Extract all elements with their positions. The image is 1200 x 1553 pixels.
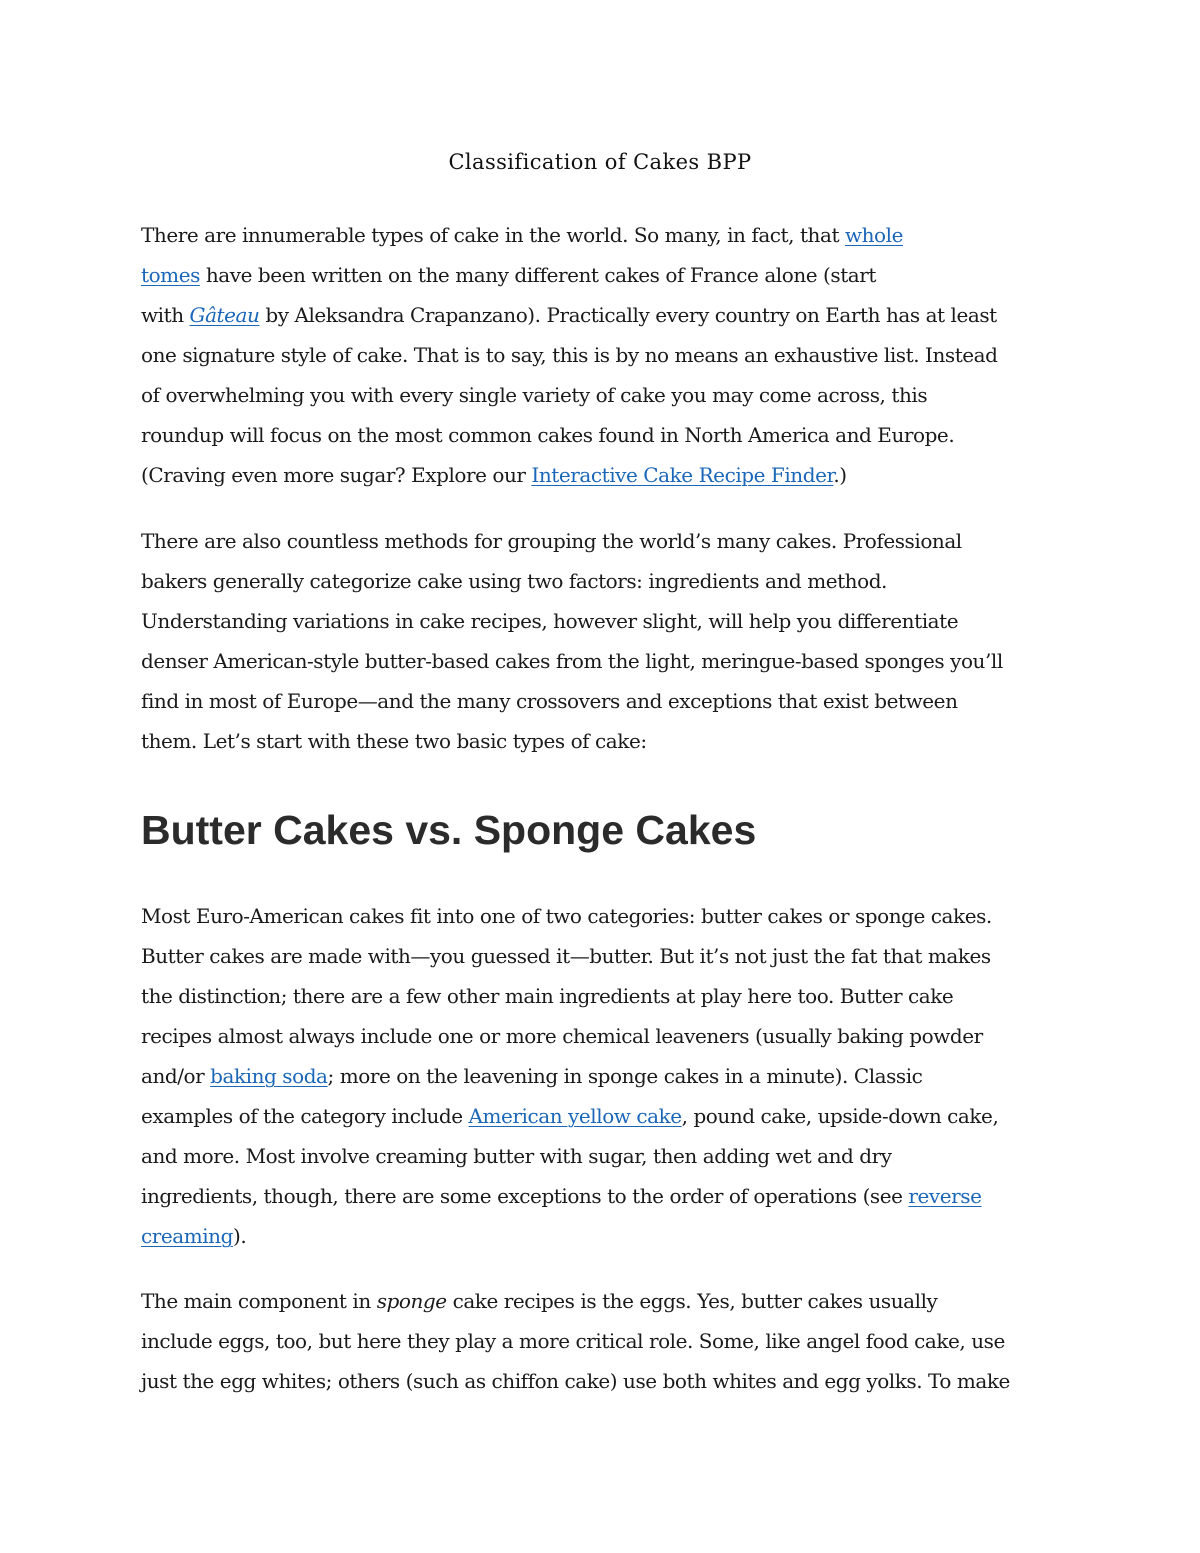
text-run: , pound cake, upside-down cake, (681, 1104, 999, 1128)
text-line (141, 455, 1061, 495)
text-line (141, 1096, 1061, 1136)
link-whole-tomes[interactable]: whole (844, 223, 903, 247)
text-line: Understanding variations in cake recipes, however slight, will help you differentiate (141, 609, 959, 633)
text-line: include eggs, too, but here they play a more critical role. Some, like angel food cake, use (141, 1329, 1005, 1353)
text-line: just the egg whites; others (such as chiffon cake) use both whites and egg yolks. To make (141, 1369, 1010, 1393)
text-run: examples of the category include (141, 1104, 469, 1128)
text-line: one signature style of cake. That is to say, this is by no means an exhaustive list. Instead (141, 343, 998, 367)
text-run: by Aleksandra Crapanzano). Practically every country on Earth has at least (259, 303, 997, 327)
paragraph-sponge-cakes (141, 1281, 1061, 1401)
text-line (141, 295, 1061, 335)
text-run: .) (833, 463, 847, 487)
text-line: the distinction; there are a few other main ingredients at play here too. Butter cake (141, 984, 954, 1008)
text-line (141, 1216, 1061, 1256)
link-gateau[interactable]: Gâteau (189, 303, 260, 327)
text-line: recipes almost always include one or more chemical leaveners (usually baking powder (141, 1024, 983, 1048)
text-line (141, 215, 1061, 255)
emphasis-sponge: sponge (376, 1289, 447, 1313)
text-line: of overwhelming you with every single variety of cake you may come across, this (141, 383, 928, 407)
section-heading: Butter Cakes vs. Sponge Cakes (141, 807, 757, 853)
link-whole-tomes-cont[interactable]: tomes (141, 263, 200, 287)
link-reverse-creaming[interactable]: reverse (908, 1184, 982, 1208)
paragraph-grouping (141, 521, 1061, 761)
text-line (141, 1281, 1061, 1321)
text-line (141, 1056, 1061, 1096)
text-run: with (141, 303, 190, 327)
text-run: (Craving even more sugar? Explore our (141, 463, 532, 487)
text-line (141, 1176, 1061, 1216)
link-reverse-creaming-cont[interactable]: creaming (141, 1224, 233, 1248)
text-line: them. Let’s start with these two basic types of cake: (141, 729, 647, 753)
text-line: and more. Most involve creaming butter with sugar, then adding wet and dry (141, 1144, 892, 1168)
text-line: denser American-style butter-based cakes from the light, meringue-based sponges you’ll (141, 649, 1003, 673)
link-american-yellow-cake[interactable]: American yellow cake (468, 1104, 682, 1128)
link-baking-soda[interactable]: baking soda (210, 1064, 328, 1088)
text-run: ingredients, though, there are some exceptions to the order of operations (see (141, 1184, 909, 1208)
text-line: Butter cakes are made with—you guessed it—butter. But it’s not just the fat that makes (141, 944, 991, 968)
text-run: The main component in (141, 1289, 377, 1313)
text-run: ). (232, 1224, 247, 1248)
text-run: ; more on the leavening in sponge cakes in a minute). Classic (327, 1064, 923, 1088)
paragraph-butter-cakes (141, 896, 1061, 1256)
link-cake-recipe-finder[interactable]: Interactive Cake Recipe Finder (531, 463, 834, 487)
text-line: There are also countless methods for grouping the world’s many cakes. Professional (141, 529, 962, 553)
text-run: have been written on the many different cakes of France alone (start (199, 263, 876, 287)
text-run: There are innumerable types of cake in the world. So many, in fact, that (141, 223, 845, 247)
text-run: and/or (141, 1064, 211, 1088)
text-line: roundup will focus on the most common cakes found in North America and Europe. (141, 423, 955, 447)
paragraph-intro (141, 215, 1061, 495)
document-title: Classification of Cakes BPP (448, 150, 752, 174)
text-line (141, 255, 1061, 295)
text-line: Most Euro-American cakes fit into one of two categories: butter cakes or sponge cakes. (141, 904, 992, 928)
text-line: bakers generally categorize cake using two factors: ingredients and method. (141, 569, 887, 593)
text-line: find in most of Europe—and the many crossovers and exceptions that exist between (141, 689, 958, 713)
text-run: cake recipes is the eggs. Yes, butter cakes usually (446, 1289, 938, 1313)
